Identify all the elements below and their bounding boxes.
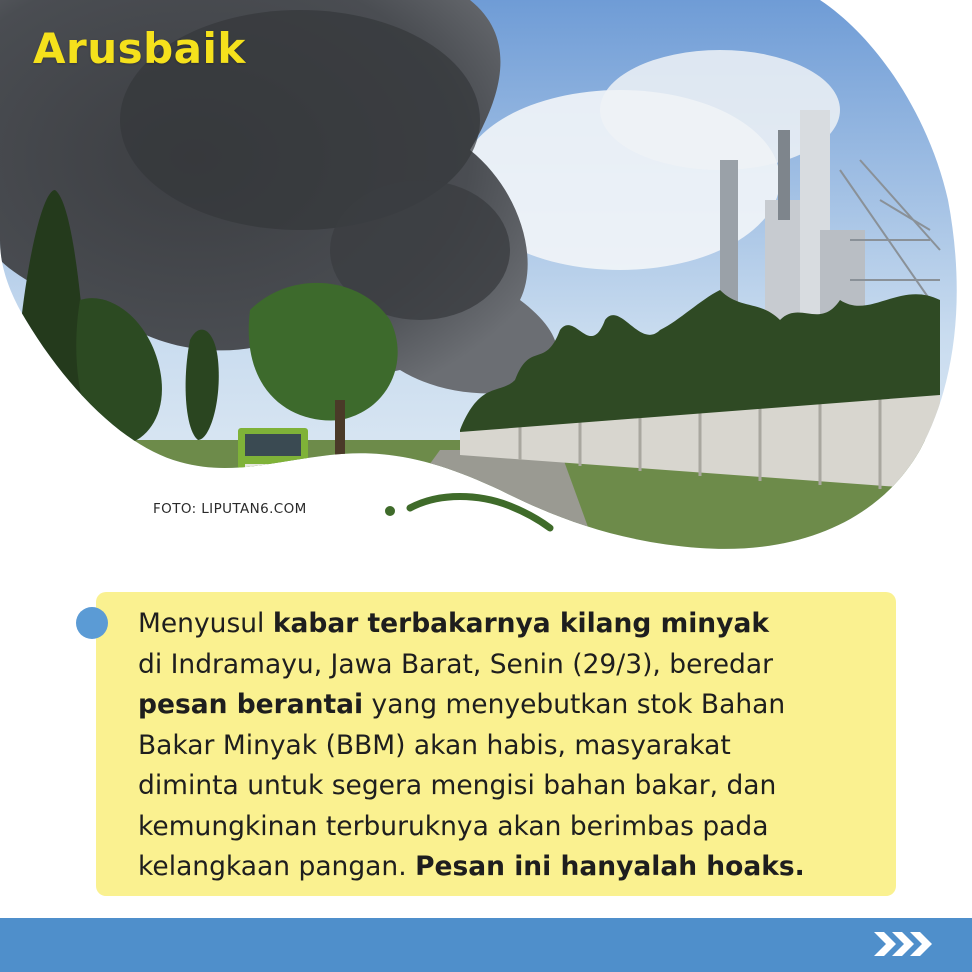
article-bold-run: kabar terbakarnya kilang minyak bbox=[272, 608, 769, 639]
photo-credit: FOTO: LIPUTAN6.COM bbox=[153, 501, 307, 517]
article-line bbox=[138, 645, 878, 686]
triple-chevron-right-icon[interactable] bbox=[872, 929, 934, 959]
article-run: yang menyebutkan stok Bahan bbox=[363, 689, 786, 720]
article-run: kelangkaan pangan. bbox=[138, 851, 416, 882]
article-run: Menyusul bbox=[138, 608, 273, 639]
article-run: Bakar Minyak (BBM) akan habis, masyarakat bbox=[138, 729, 731, 761]
article-line bbox=[138, 766, 878, 807]
article-bold-run: Pesan ini hanyalah hoaks. bbox=[415, 851, 805, 882]
circle-bullet-icon bbox=[76, 607, 108, 639]
article-text bbox=[138, 604, 878, 888]
article-run: diminta untuk segera mengisi bahan bakar, dan bbox=[138, 770, 777, 801]
article-bold-run: pesan berantai bbox=[138, 689, 364, 720]
article-line bbox=[138, 604, 878, 645]
article-run: di Indramayu, Jawa Barat, Senin (29/3), beredar bbox=[138, 648, 773, 680]
article-run: kemungkinan terburuknya akan berimbas pada bbox=[138, 810, 769, 842]
decorative-squiggle bbox=[380, 488, 560, 538]
footer-bar bbox=[0, 918, 972, 972]
article-line bbox=[138, 726, 878, 767]
brand-logo: Arusbaik bbox=[33, 24, 246, 73]
article-line bbox=[138, 847, 878, 888]
article-line bbox=[138, 685, 878, 726]
article-line bbox=[138, 807, 878, 848]
